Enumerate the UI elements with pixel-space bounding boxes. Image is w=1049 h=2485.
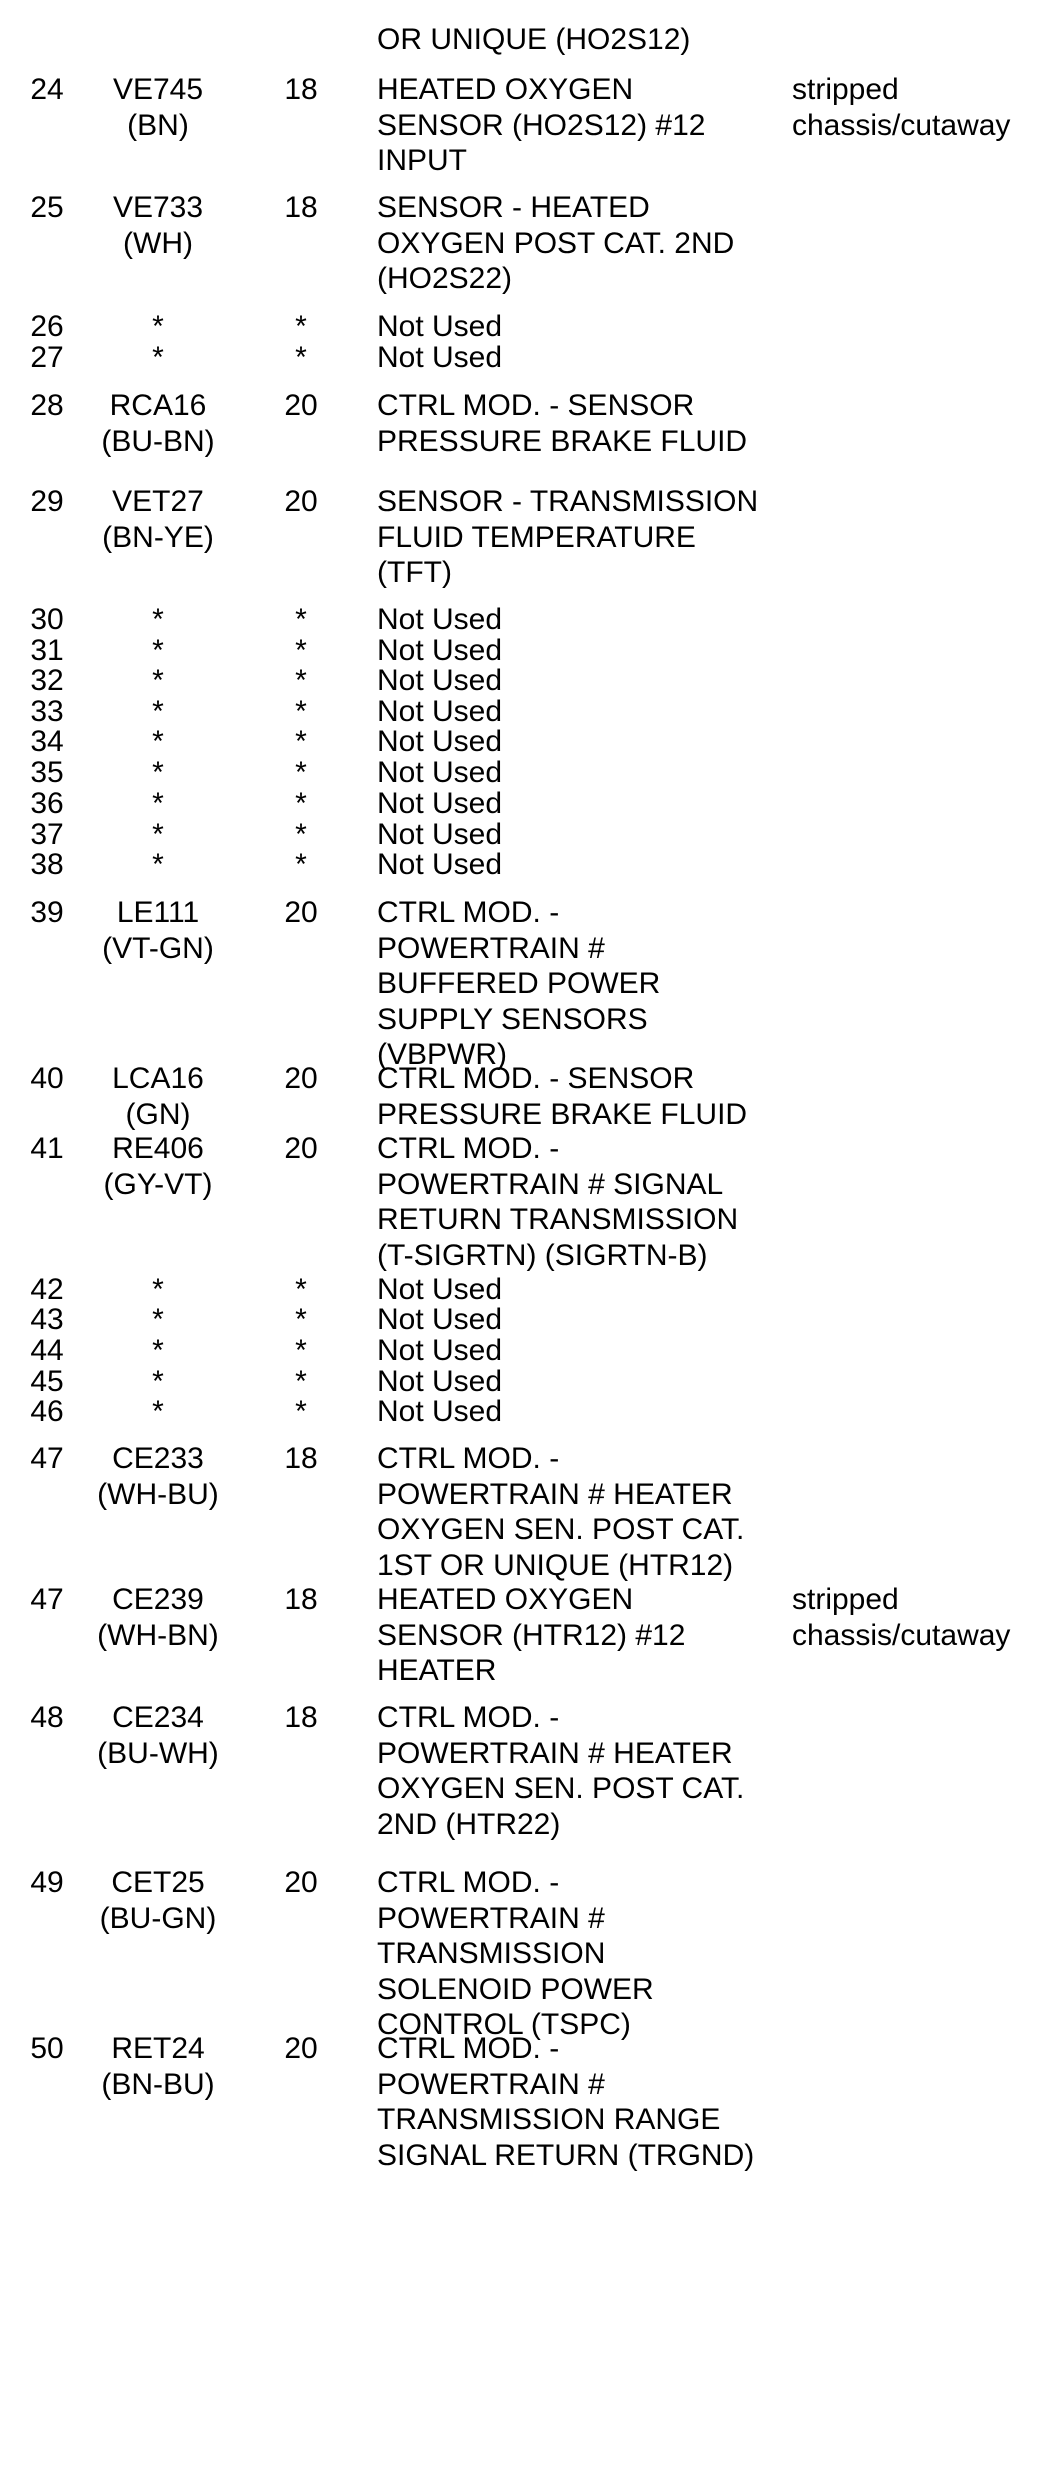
circuit-description: CTRL MOD. - SENSOR PRESSURE BRAKE FLUID [377,389,748,458]
wire-code-color: LCA16 (GN) [112,1062,204,1131]
pin-number: 50 [30,2032,64,2065]
wire-gauge: * [295,1303,307,1336]
circuit-description: Not Used [377,818,503,851]
circuit-description: SENSOR - TRANSMISSION FLUID TEMPERATURE (TFT) [377,485,759,589]
circuit-description: CTRL MOD. - SENSOR PRESSURE BRAKE FLUID [377,1062,748,1131]
wire-code-color: CET25 (BU-GN) [99,1866,217,1935]
wire-code-color: CE239 (WH-BN) [97,1583,219,1652]
wire-gauge: * [295,664,307,697]
pin-number: 35 [30,756,64,789]
circuit-description: Not Used [377,787,503,820]
pin-number: 30 [30,603,64,636]
circuit-description: Not Used [377,1334,503,1367]
wire-code-color: VET27 (BN-YE) [102,485,214,554]
wire-code-color: RET24 (BN-BU) [101,2032,215,2101]
circuit-description: Not Used [377,1303,503,1336]
pin-number: 44 [30,1334,64,1367]
wire-code-color: VE745 (BN) [112,73,204,142]
wire-code-color: * [152,603,164,636]
pin-number: 38 [30,848,64,881]
wire-code-color: * [152,756,164,789]
wire-code-color: * [152,1334,164,1367]
circuit-description: Not Used [377,848,503,881]
wire-code-color: * [152,1365,164,1398]
wire-gauge: 18 [284,191,318,224]
wire-gauge: * [295,1395,307,1428]
wire-gauge: * [295,634,307,667]
wire-code-color: * [152,1273,164,1306]
wire-code-color: * [152,310,164,343]
pin-number: 31 [30,634,64,667]
pin-number: 32 [30,664,64,697]
pin-number: 43 [30,1303,64,1336]
wire-code-color: RE406 (GY-VT) [103,1132,213,1201]
circuit-description: CTRL MOD. - POWERTRAIN # TRANSMISSION RANGE SIGNAL RETURN (TRGND) [377,2032,755,2172]
wire-gauge: 20 [284,1132,318,1165]
circuit-description: HEATED OXYGEN SENSOR (HO2S12) #12 INPUT [377,73,706,177]
circuit-description: SENSOR - HEATED OXYGEN POST CAT. 2ND (HO2S22) [377,191,735,295]
circuit-description: Not Used [377,341,503,374]
circuit-description: Not Used [377,634,503,667]
circuit-description: Not Used [377,664,503,697]
wire-gauge: 18 [284,1701,318,1734]
pin-number: 47 [30,1583,64,1616]
row-note: stripped chassis/cutaway [792,73,1011,142]
circuit-description: Not Used [377,603,503,636]
wire-gauge: 20 [284,1866,318,1899]
wire-code-color: * [152,1303,164,1336]
wire-code-color: LE111 (VT-GN) [102,896,214,965]
wire-gauge: 20 [284,896,318,929]
wire-gauge: 18 [284,1442,318,1475]
pin-number: 45 [30,1365,64,1398]
wire-gauge: * [295,1273,307,1306]
pin-number: 48 [30,1701,64,1734]
circuit-description: Not Used [377,1395,503,1428]
wire-code-color: * [152,664,164,697]
wire-code-color: * [152,725,164,758]
wire-code-color: * [152,818,164,851]
wire-gauge: * [295,1334,307,1367]
wire-gauge: * [295,1365,307,1398]
pin-number: 40 [30,1062,64,1095]
wire-gauge: 20 [284,389,318,422]
pin-number: 29 [30,485,64,518]
wire-gauge: 20 [284,485,318,518]
wire-gauge: 18 [284,1583,318,1616]
pin-number: 25 [30,191,64,224]
wire-gauge: * [295,848,307,881]
circuit-description: CTRL MOD. - POWERTRAIN # TRANSMISSION SOLENOID POWER CONTROL (TSPC) [377,1866,654,2041]
pin-number: 47 [30,1442,64,1475]
circuit-description: Not Used [377,1365,503,1398]
pin-number: 37 [30,818,64,851]
circuit-description: CTRL MOD. - POWERTRAIN # BUFFERED POWER SUPPLY SENSORS (VBPWR) [377,896,661,1071]
wire-gauge: * [295,603,307,636]
wire-code-color: CE234 (BU-WH) [97,1701,219,1770]
wire-code-color: * [152,634,164,667]
wire-code-color: * [152,1395,164,1428]
wire-gauge: * [295,310,307,343]
circuit-description: Not Used [377,725,503,758]
circuit-description: HEATED OXYGEN SENSOR (HTR12) #12 HEATER [377,1583,686,1687]
circuit-description: Not Used [377,310,503,343]
circuit-description: CTRL MOD. - POWERTRAIN # HEATER OXYGEN SEN. POST CAT. 1ST OR UNIQUE (HTR12) [377,1442,745,1582]
circuit-description: CTRL MOD. - POWERTRAIN # HEATER OXYGEN SEN. POST CAT. 2ND (HTR22) [377,1701,745,1841]
wire-gauge: * [295,787,307,820]
continued-circuit-text: OR UNIQUE (HO2S12) [377,23,691,56]
pin-number: 42 [30,1273,64,1306]
wire-gauge: * [295,818,307,851]
pin-number: 46 [30,1395,64,1428]
pin-number: 24 [30,73,64,106]
pin-number: 28 [30,389,64,422]
pin-number: 27 [30,341,64,374]
pin-number: 39 [30,896,64,929]
wire-code-color: * [152,787,164,820]
wire-gauge: * [295,341,307,374]
pin-number: 41 [30,1132,64,1165]
circuit-description: CTRL MOD. - POWERTRAIN # SIGNAL RETURN TRANSMISSION (T-SIGRTN) (SIGRTN-B) [377,1132,739,1272]
circuit-description: Not Used [377,756,503,789]
circuit-description: Not Used [377,695,503,728]
pin-number: 49 [30,1866,64,1899]
pin-number: 36 [30,787,64,820]
wire-gauge: * [295,695,307,728]
wire-gauge: 18 [284,73,318,106]
pin-number: 34 [30,725,64,758]
wire-code-color: * [152,848,164,881]
wire-code-color: * [152,341,164,374]
wire-code-color: CE233 (WH-BU) [97,1442,219,1511]
wire-gauge: 20 [284,1062,318,1095]
wire-gauge: * [295,756,307,789]
wire-gauge: 20 [284,2032,318,2065]
row-note: stripped chassis/cutaway [792,1583,1011,1652]
pin-number: 33 [30,695,64,728]
circuit-description: Not Used [377,1273,503,1306]
wire-code-color: RCA16 (BU-BN) [101,389,215,458]
wire-gauge: * [295,725,307,758]
pin-number: 26 [30,310,64,343]
wire-code-color: VE733 (WH) [112,191,204,260]
wire-code-color: * [152,695,164,728]
